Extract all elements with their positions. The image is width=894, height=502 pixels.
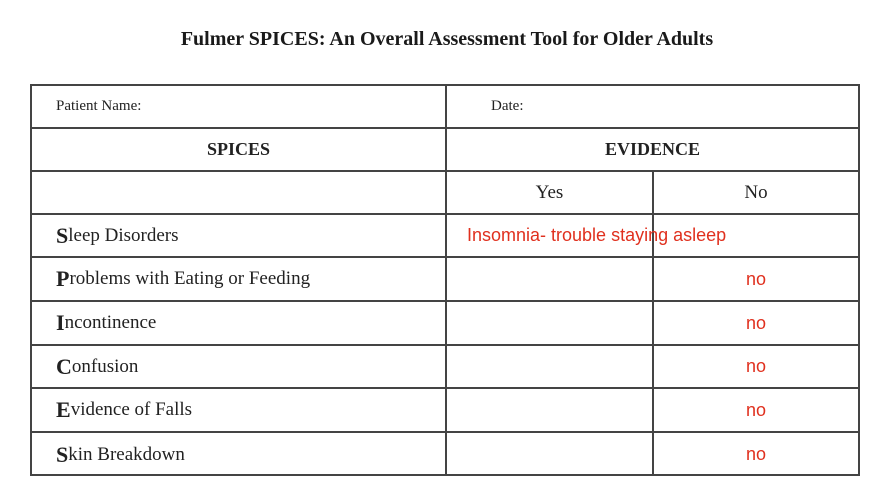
- evidence-header: EVIDENCE: [604, 139, 701, 159]
- no-cell[interactable]: no: [745, 356, 767, 376]
- spices-row-confusion: [32, 346, 858, 389]
- date-field[interactable]: [447, 86, 858, 127]
- patient-name-label: Patient Name:: [56, 98, 142, 114]
- no-cell[interactable]: no: [745, 444, 767, 464]
- spices-row-sleep: [32, 215, 858, 258]
- row-label: [32, 302, 447, 344]
- row-label: [32, 389, 447, 431]
- row-label: [32, 346, 447, 387]
- patient-name-field[interactable]: [32, 86, 447, 127]
- column-header-row: [32, 129, 858, 172]
- spices-row-incontinence: [32, 302, 858, 346]
- info-row: [32, 86, 858, 129]
- row-label-text: kin Breakdown: [68, 443, 185, 465]
- page-title: Fulmer SPICES: An Overall Assessment Tool for Older Adults: [180, 28, 714, 50]
- yes-cell[interactable]: [447, 389, 654, 431]
- spices-header: SPICES: [32, 129, 447, 170]
- row-label-text: roblems with Eating or Feeding: [69, 268, 311, 289]
- row-initial: S: [56, 222, 69, 248]
- answer-text: Insomnia- trouble staying asleep: [467, 225, 727, 245]
- assessment-form: [30, 84, 860, 476]
- yes-cell[interactable]: [447, 433, 654, 476]
- row-initial: C: [56, 353, 72, 379]
- spices-row-falls: [32, 389, 858, 433]
- row-label: [32, 258, 447, 300]
- yes-header: Yes: [447, 172, 654, 213]
- row-label-text: vidence of Falls: [70, 399, 193, 420]
- no-header: No: [744, 181, 768, 203]
- spices-row-skin: [32, 433, 858, 476]
- row-label-text: onfusion: [71, 355, 139, 377]
- no-cell[interactable]: no: [745, 399, 767, 420]
- row-initial: I: [56, 310, 65, 335]
- yes-cell[interactable]: [447, 258, 654, 300]
- row-label-text: leep Disorders: [68, 224, 179, 246]
- yes-no-header-row: [32, 172, 858, 215]
- no-cell[interactable]: no: [745, 312, 767, 333]
- blank-cell: [32, 172, 447, 213]
- no-cell[interactable]: no: [745, 268, 767, 289]
- date-label: Date:: [491, 98, 524, 114]
- row-initial: P: [56, 266, 70, 291]
- row-label: [32, 215, 447, 256]
- yes-cell[interactable]: [447, 346, 654, 387]
- spices-row-problems-eating: [32, 258, 858, 302]
- row-initial: S: [56, 441, 69, 467]
- row-label: [32, 433, 447, 476]
- row-label-text: ncontinence: [64, 312, 157, 333]
- yes-cell[interactable]: [447, 302, 654, 344]
- row-initial: E: [56, 397, 71, 422]
